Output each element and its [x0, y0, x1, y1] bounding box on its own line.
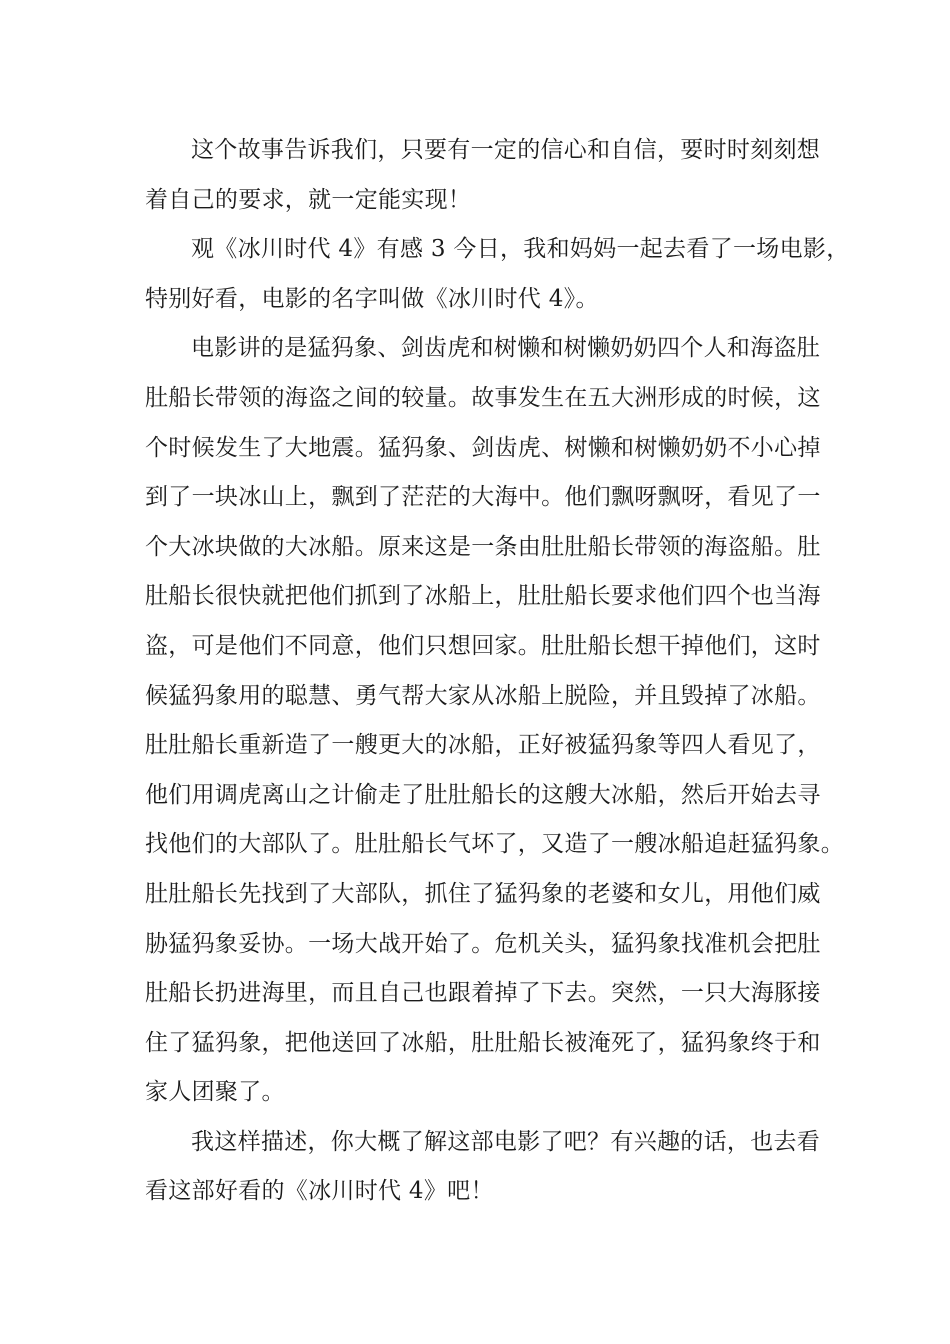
paragraph-line: 个时候发生了大地震。猛犸象、剑齿虎、树懒和树懒奶奶不小心掉: [145, 434, 821, 461]
paragraph-story: [145, 324, 844, 1118]
paragraph-line: 观《冰川时代 4》有感 3 今日，我和妈妈一起去看了一场电影，: [191, 236, 850, 263]
paragraph-line: 个大冰块做的大冰船。原来这是一条由肚肚船长带领的海盗船。肚: [145, 533, 821, 560]
paragraph-line: 胁猛犸象妥协。一场大战开始了。危机关头，猛犸象找准机会把肚: [145, 930, 821, 957]
paragraph-line: 肚肚船长先找到了大部队，抓住了猛犸象的老婆和女儿，用他们威: [145, 880, 821, 907]
paragraph-intro: [145, 225, 850, 324]
paragraph-line: 家人团聚了。: [145, 1079, 285, 1106]
paragraph-line: 到了一块冰山上，飘到了茫茫的大海中。他们飘呀飘呀，看见了一: [145, 484, 821, 511]
document-body: [145, 126, 850, 1217]
paragraph-line: 肚船长带领的海盗之间的较量。故事发生在五大洲形成的时候，这: [145, 384, 821, 411]
paragraph-line: 特别好看，电影的名字叫做《冰川时代 4》。: [145, 285, 599, 312]
paragraph-line: 盗，可是他们不同意，他们只想回家。肚肚船长想干掉他们，这时: [145, 632, 821, 659]
paragraph-line: 这个故事告诉我们，只要有一定的信心和自信，要时时刻刻想: [191, 137, 821, 163]
paragraph-line: 肚船长扔进海里，而且自己也跟着掉了下去。突然，一只大海豚接: [145, 980, 821, 1007]
paragraph-line: 肚肚船长重新造了一艘更大的冰船，正好被猛犸象等四人看见了，: [145, 732, 821, 759]
paragraph-closing: [145, 1118, 825, 1217]
paragraph-conclusion: [145, 126, 825, 225]
paragraph-line: 肚船长很快就把他们抓到了冰船上，肚肚船长要求他们四个也当海: [145, 583, 821, 610]
paragraph-line: 我这样描述，你大概了解这部电影了吧？有兴趣的话，也去看: [191, 1128, 821, 1155]
paragraph-line: 他们用调虎离山之计偷走了肚肚船长的这艘大冰船，然后开始去寻: [145, 781, 821, 808]
paragraph-line: 候猛犸象用的聪慧、勇气帮大家从冰船上脱险，并且毁掉了冰船。: [145, 682, 821, 709]
paragraph-line: 着自己的要求，就一定能实现！: [145, 186, 472, 213]
paragraph-line: 找他们的大部队了。肚肚船长气坏了，又造了一艘冰船追赶猛犸象。: [145, 831, 844, 858]
paragraph-line: 住了猛犸象，把他送回了冰船，肚肚船长被淹死了，猛犸象终于和: [145, 1029, 821, 1056]
paragraph-line: 看这部好看的《冰川时代 4》吧！: [145, 1178, 494, 1205]
paragraph-line: 电影讲的是猛犸象、剑齿虎和树懒和树懒奶奶四个人和海盗肚: [191, 335, 821, 362]
